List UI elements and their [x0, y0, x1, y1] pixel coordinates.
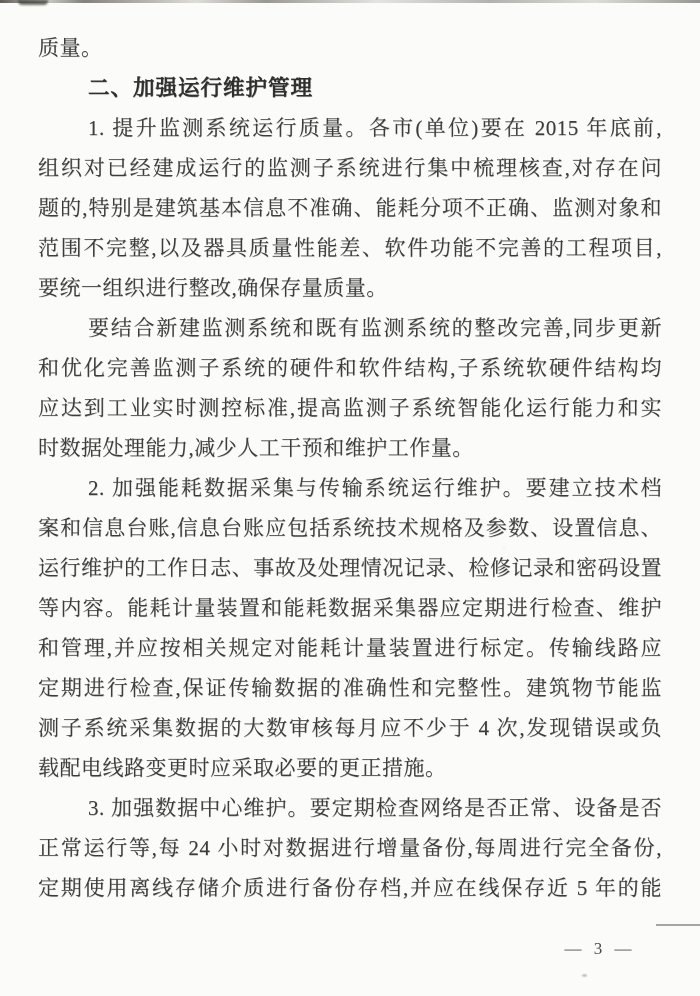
text-line: 时数据处理能力,减少人工干预和维护工作量。	[38, 436, 474, 460]
scan-artifact-top-edge	[0, 0, 700, 3]
document-text	[38, 28, 662, 908]
page-number: — 3 —	[564, 939, 636, 958]
text-line: 要结合新建监测系统和既有监测系统的整改完善,同步更新	[88, 316, 662, 340]
text-line: 和管理,并应按相关规定对能耗计量装置进行标定。传输线路应	[38, 636, 662, 660]
text-line: 定期使用离线存储介质进行备份存档,并应在线保存近 5 年的能	[38, 876, 662, 900]
text-line: 范围不完整,以及器具质量性能差、软件功能不完善的工程项目,	[38, 236, 662, 260]
text-line: 题的,特别是建筑基本信息不准确、能耗分项不正确、监测对象和	[38, 196, 662, 220]
text-line: 1. 提升监测系统运行质量。各市(单位)要在 2015 年底前,	[88, 116, 662, 140]
section-heading: 二、加强运行维护管理	[88, 76, 314, 100]
text-line: 正常运行等,每 24 小时对数据进行增量备份,每周进行完全备份,	[38, 836, 662, 860]
scan-artifact-smudge	[18, 0, 48, 5]
text-line: 运行维护的工作日志、事故及处理情况记录、检修记录和密码设置	[38, 556, 662, 580]
scan-artifact-stray-line	[656, 924, 700, 926]
text-line: 定期进行检查,保证传输数据的准确性和完整性。建筑物节能监	[38, 676, 662, 700]
text-line: 质量。	[38, 36, 103, 60]
text-line: 组织对已经建成运行的监测子系统进行集中梳理核查,对存在问	[38, 156, 662, 180]
text-line: 3. 加强数据中心维护。要定期检查网络是否正常、设备是否	[88, 796, 662, 820]
text-line: 载配电线路变更时应采取必要的更正措施。	[38, 756, 447, 780]
text-line: 和优化完善监测子系统的硬件和软件结构,子系统软硬件结构均	[38, 356, 662, 380]
text-line: 要统一组织进行整改,确保存量质量。	[38, 276, 388, 300]
text-line: 应达到工业实时测控标准,提高监测子系统智能化运行能力和实	[38, 396, 662, 420]
text-line: 等内容。能耗计量装置和能耗数据采集器应定期进行检查、维护	[38, 596, 662, 620]
scan-artifact-speck	[582, 974, 587, 977]
text-line: 案和信息台账,信息台账应包括系统技术规格及参数、设置信息、	[38, 516, 662, 540]
text-line: 2. 加强能耗数据采集与传输系统运行维护。要建立技术档	[88, 476, 662, 500]
text-line: 测子系统采集数据的大数审核每月应不少于 4 次,发现错误或负	[38, 716, 662, 740]
